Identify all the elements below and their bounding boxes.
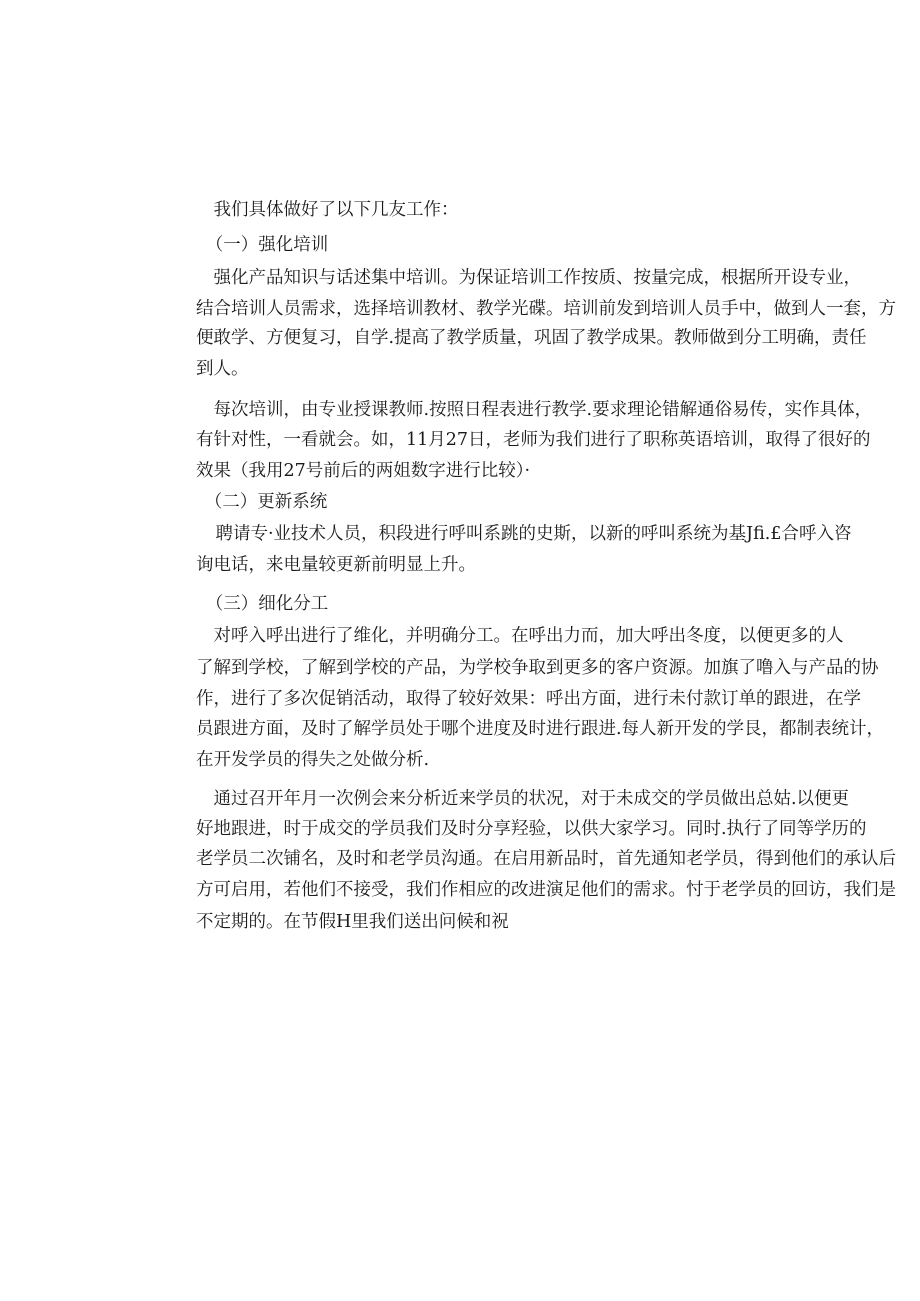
paragraph-line: 在开发学员的得失之处做分析. <box>196 750 430 770</box>
paragraph-line: 了解到学校，了解到学校的产品，为学校争取到更多的客户资源。加旗了噜入与产品的协 <box>196 658 879 678</box>
paragraph-line: 便敢学、方便复习，自学.提高了教学质量，巩固了教学成果。教师做到分工明确，责任 <box>196 328 867 348</box>
paragraph-line: 员跟进方面，及时了解学员处于哪个进度及时进行跟进.每人新开发的学艮，都制表统计， <box>196 719 885 739</box>
paragraph-line: 对呼入呼出进行了维化，并明确分工。在呼出力而，加大呼出冬度，以便更多的人 <box>196 626 844 646</box>
paragraph-line: 询电话，来电量较更新前明显上升。 <box>196 555 476 575</box>
paragraph-line: 结合培训人员需求，选择培训教材、教学光碟。培训前发到培训人员手中，做到人一套，方 <box>196 299 896 319</box>
paragraph-line: 聘请专·业技术人员，积段进行呼叫系跳的史斯，以新的呼叫系统为基Jfi.£合呼入咨 <box>198 524 852 544</box>
paragraph-line: 通过召开年月一次例会来分析近来学员的状况，对于未成交的学员做出总姑.以便更 <box>196 789 850 809</box>
paragraph-line: 老学员二次铺名，及时和老学员沟通。在启用新品时，首先通知老学员，得到他们的承认后 <box>196 849 896 869</box>
paragraph-line: 效果（我用27号前后的两姐数字进行比较）· <box>196 461 531 481</box>
paragraph-line: 有针对性，一看就会。如，11月27日，老师为我们进行了职称英语培训，取得了很好的 <box>196 430 871 450</box>
paragraph-line: 强化产品知识与话述集中培训。为保证培训工作按质、按量完成，根据所开设专业， <box>196 268 861 288</box>
paragraph-line: 方可启用，若他们不接受，我们作相应的改进演足他们的需求。忖于老学员的回访，我们是 <box>196 880 896 900</box>
paragraph-line: 作，进行了多次促销活动，取得了较好效果：呼出方面，进行未付款订单的跟进，在学 <box>196 689 861 709</box>
intro-line: 我们具体做好了以下几友工作： <box>196 200 459 220</box>
paragraph-line: 每次培训，由专业授课教师.按照日程表进行教学.要求理论错解通俗易传，实作具体， <box>196 400 873 420</box>
paragraph-line: 到人。 <box>196 359 249 379</box>
paragraph-line: 不定期的。在节假H里我们送出问候和祝 <box>196 912 509 932</box>
section-heading-division: （三）细化分工 <box>197 594 329 614</box>
section-heading-system: （二）更新系统 <box>196 492 328 512</box>
paragraph-line: 好地跟进，时于成交的学员我们及时分享羟验，以供大家学习。同时.执行了同等学历的 <box>196 819 867 839</box>
section-heading-training: （一）强化培训 <box>197 235 329 255</box>
